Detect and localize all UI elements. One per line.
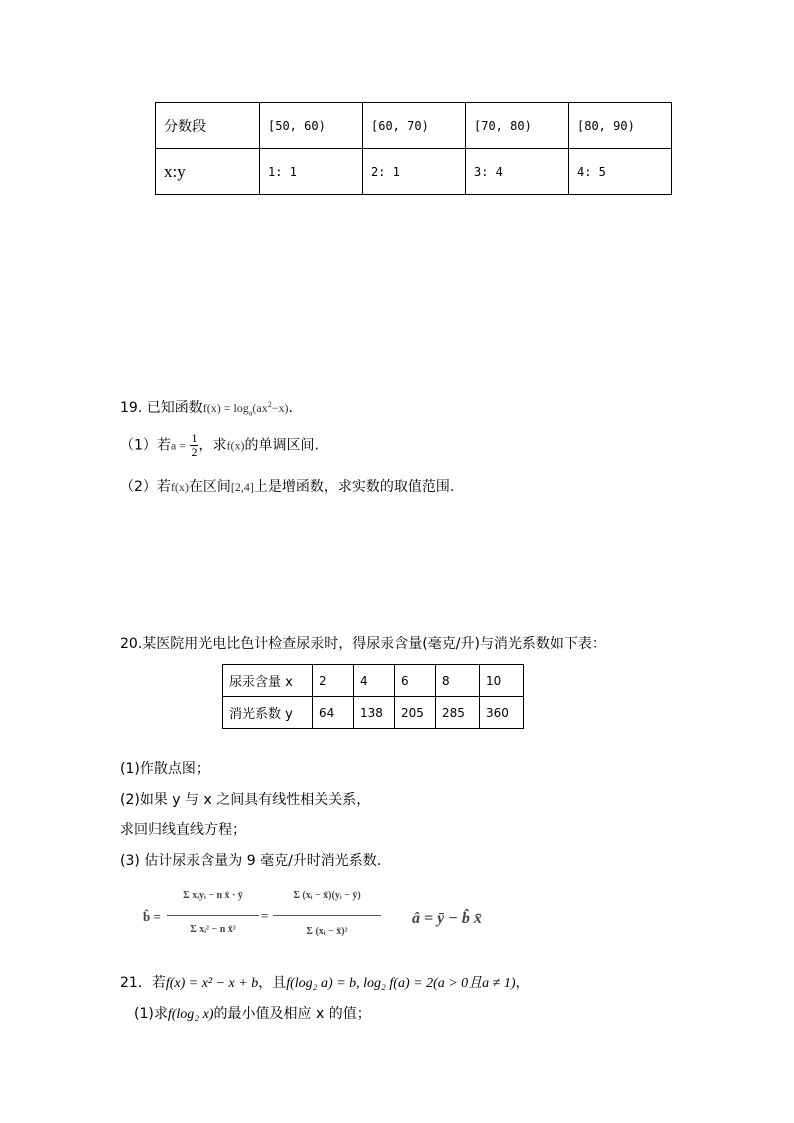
math-part: f(log₂ a) = b, log₂ f(a) = 2(a > 0且a ≠ 1) bbox=[286, 976, 516, 991]
b-numerator-2: Σ (xᵢ − x̄)(yᵢ − ȳ) bbox=[293, 890, 361, 901]
b-hat-label: b̂ = bbox=[143, 909, 161, 924]
table-row bbox=[223, 665, 524, 697]
q21-part1 bbox=[134, 1003, 371, 1023]
math-part: f(x) bbox=[170, 480, 189, 494]
table-cell: 4 bbox=[354, 665, 395, 697]
table-cell: [70, 80) bbox=[466, 103, 569, 149]
mercury-table bbox=[222, 664, 524, 729]
equals-sign: = bbox=[261, 908, 269, 923]
fraction-num: 1 bbox=[191, 431, 198, 445]
q20-part2-cont: 求回归线直线方程； bbox=[120, 822, 246, 838]
q19-part2 bbox=[120, 476, 454, 496]
fraction-den: 2 bbox=[191, 445, 198, 459]
table-cell: x:y bbox=[156, 149, 260, 195]
q20-stem: 20.某医院用光电比色计检查尿汞时，得尿汞含量(毫克/升)与消光系数如下表： bbox=[120, 636, 606, 652]
math-sup: 2 bbox=[267, 400, 272, 409]
math-part: f(log₂ x) bbox=[167, 1007, 214, 1022]
table-cell: 消光系数 y bbox=[223, 697, 313, 729]
text: ，求 bbox=[198, 437, 227, 454]
part-label: (1)求 bbox=[134, 1006, 168, 1022]
table-cell: 205 bbox=[395, 697, 436, 729]
q19-math bbox=[202, 400, 289, 418]
table-cell: [50, 60) bbox=[260, 103, 363, 149]
regression-a-formula: â = ȳ − b̂ x̄ bbox=[412, 910, 482, 927]
math-part: [2,4] bbox=[230, 480, 254, 494]
table-cell: 64 bbox=[313, 697, 354, 729]
text: 在区间 bbox=[188, 479, 231, 495]
table-cell: 10 bbox=[480, 665, 524, 697]
math-part: f(x) bbox=[226, 438, 245, 453]
math-sub: a bbox=[248, 408, 253, 418]
table-cell: 8 bbox=[436, 665, 480, 697]
math-part: f(x) = log bbox=[202, 401, 249, 415]
table-cell: 360 bbox=[480, 697, 524, 729]
math-part: −x) bbox=[271, 401, 289, 415]
table-row bbox=[156, 149, 672, 195]
table-cell: 6 bbox=[395, 665, 436, 697]
math-part: f(x) = x² − x + b bbox=[165, 976, 259, 991]
text: 的单调区间. bbox=[244, 437, 319, 454]
b-numerator-1: Σ xᵢyᵢ − n x̄ · ȳ bbox=[183, 890, 243, 901]
table-cell: 4: 5 bbox=[569, 149, 672, 195]
math-part: (ax bbox=[252, 401, 268, 415]
table-cell: [60, 70) bbox=[363, 103, 466, 149]
table-cell: 138 bbox=[354, 697, 395, 729]
q21-label: 21．若 bbox=[120, 975, 166, 991]
score-ratio-table bbox=[155, 102, 672, 195]
math-part: a = bbox=[170, 438, 187, 453]
text: ， bbox=[515, 975, 530, 991]
q19-stem bbox=[120, 397, 293, 417]
q20-part2: (2)如果 y 与 x 之间具有线性相关关系， bbox=[120, 792, 371, 808]
q19-part1 bbox=[120, 432, 319, 459]
text: ，且 bbox=[258, 975, 287, 991]
regression-b-formula bbox=[143, 884, 383, 950]
table-cell: 1: 1 bbox=[260, 149, 363, 195]
table-cell: 尿汞含量 x bbox=[223, 665, 313, 697]
table-cell: 2: 1 bbox=[363, 149, 466, 195]
b-denominator-1: Σ xᵢ² − n x̄² bbox=[190, 924, 236, 935]
q19-stem-text: 19. 已知函数 bbox=[120, 400, 203, 416]
text: 上是增函数，求实数的取值范围. bbox=[253, 479, 455, 495]
q20-part3: (3) 估计尿汞含量为 9 毫克/升时消光系数. bbox=[120, 853, 382, 869]
part-label: （2）若 bbox=[120, 479, 171, 495]
part-label: （1）若 bbox=[120, 437, 171, 454]
table-cell: 2 bbox=[313, 665, 354, 697]
table-cell: 285 bbox=[436, 697, 480, 729]
table-cell: 3: 4 bbox=[466, 149, 569, 195]
table-cell: 分数段 bbox=[156, 103, 260, 149]
q19-stem-end: . bbox=[288, 400, 293, 416]
fraction-bar bbox=[273, 915, 381, 916]
table-cell: [80, 90) bbox=[569, 103, 672, 149]
text: 的最小值及相应 x 的值； bbox=[213, 1006, 371, 1022]
table-row bbox=[223, 697, 524, 729]
q21-stem bbox=[120, 972, 530, 992]
q20-part1: (1)作散点图； bbox=[120, 761, 210, 777]
fraction-bar bbox=[167, 915, 259, 916]
b-denominator-2: Σ (xᵢ − x̄)² bbox=[306, 926, 348, 937]
table-row bbox=[156, 103, 672, 149]
